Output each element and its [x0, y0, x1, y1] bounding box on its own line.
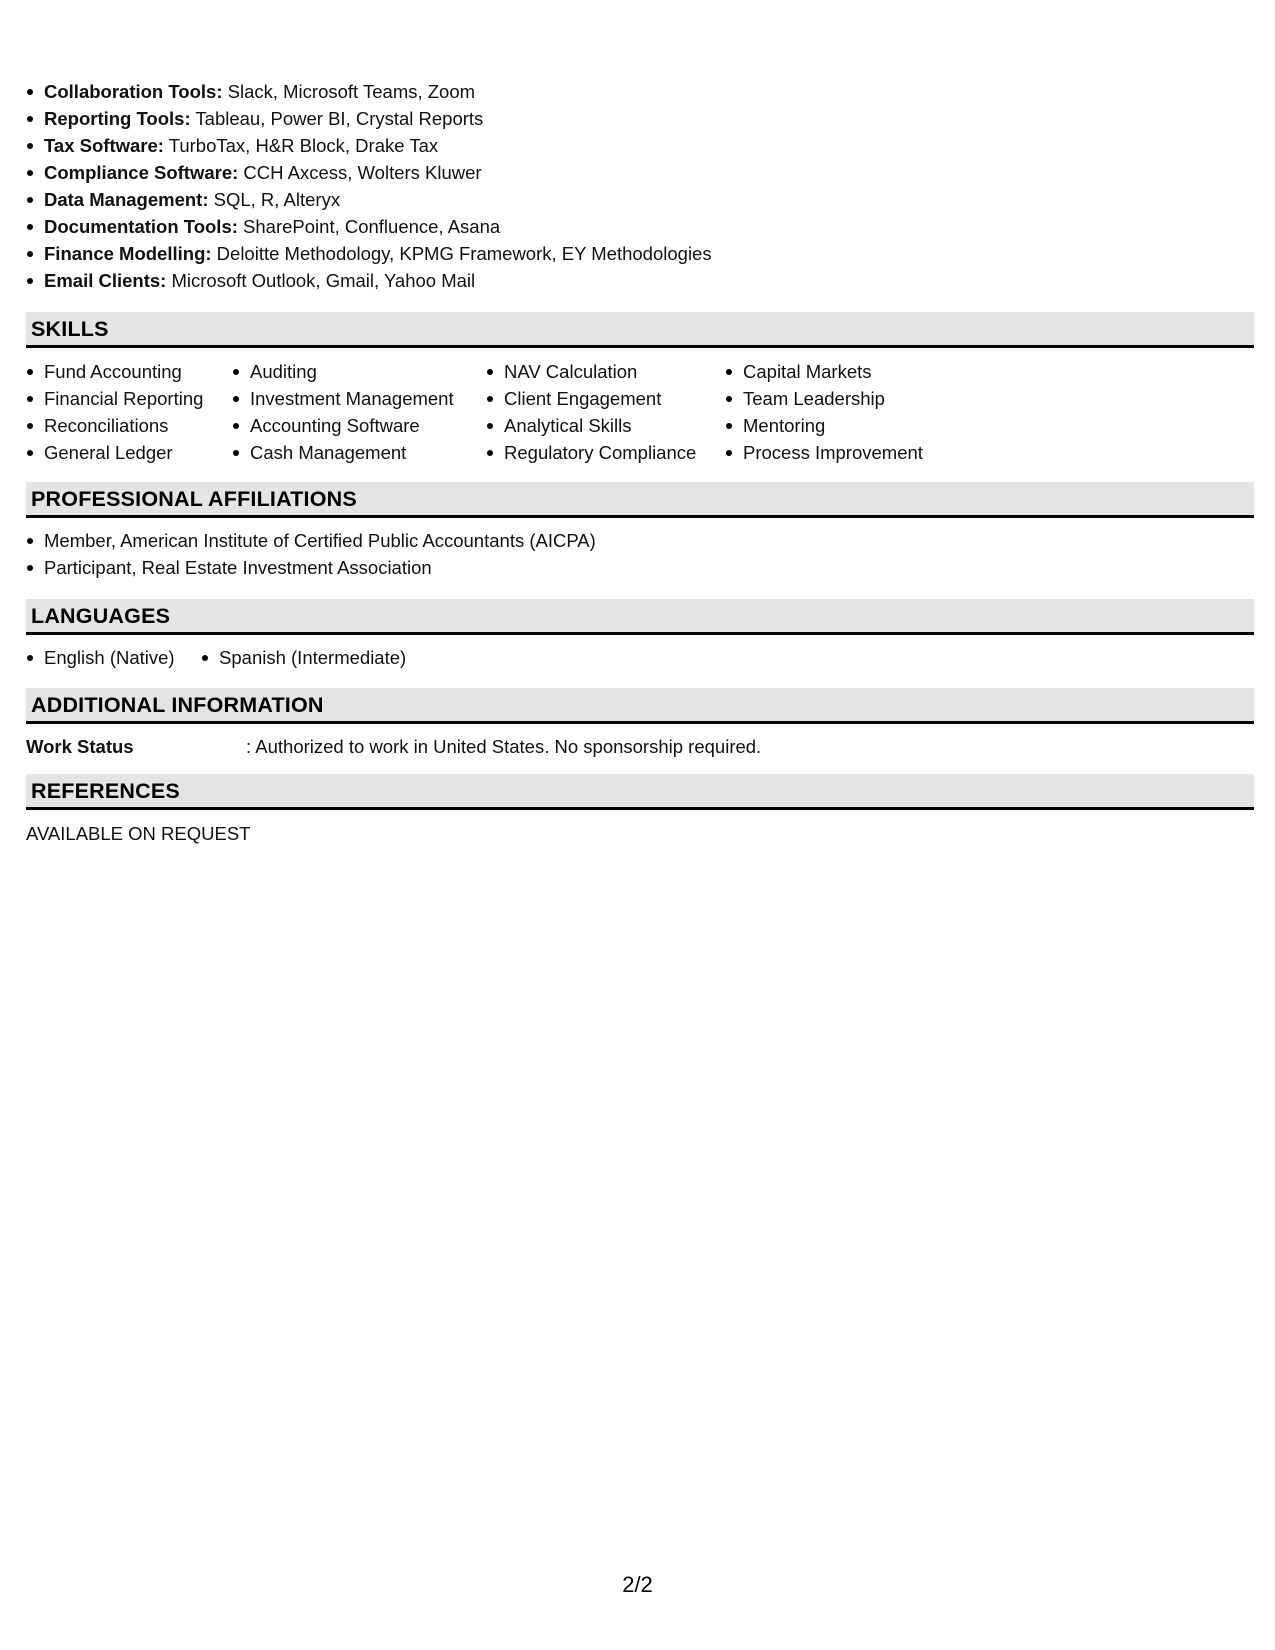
tools-item-label: Collaboration Tools: [44, 81, 223, 102]
skills-section-title: SKILLS [31, 317, 109, 341]
tools-item [26, 105, 712, 132]
tools-item-value: Microsoft Outlook, Gmail, Yahoo Mail [166, 270, 476, 291]
skill-item: Regulatory Compliance [486, 439, 696, 466]
skill-item: NAV Calculation [486, 358, 696, 385]
tools-item-label: Compliance Software: [44, 162, 239, 183]
references-section-header [26, 774, 1254, 810]
tools-list [26, 78, 712, 294]
skill-item: Team Leadership [725, 385, 923, 412]
affiliation-item: Participant, Real Estate Investment Association [26, 554, 596, 581]
tools-item-label: Data Management: [44, 189, 209, 210]
skills-column [486, 358, 696, 466]
tools-item-label: Finance Modelling: [44, 243, 212, 264]
tools-item [26, 240, 712, 267]
skill-item: Mentoring [725, 412, 923, 439]
tools-item-value: Deloitte Methodology, KPMG Framework, EY Methodologies [211, 243, 712, 264]
references-text: AVAILABLE ON REQUEST [26, 823, 251, 844]
tools-item-value: Tableau, Power BI, Crystal Reports [190, 108, 484, 129]
language-item: Spanish (Intermediate) [201, 644, 406, 671]
language-item: English (Native) [26, 644, 175, 671]
skills-column [725, 358, 923, 466]
tools-item-label: Documentation Tools: [44, 216, 238, 237]
tools-item [26, 213, 712, 240]
tools-item [26, 186, 712, 213]
skill-item: Financial Reporting [26, 385, 203, 412]
additional-section-title: ADDITIONAL INFORMATION [31, 693, 324, 717]
affiliation-item: Member, American Institute of Certified Public Accountants (AICPA) [26, 527, 596, 554]
skill-item: Cash Management [232, 439, 454, 466]
skill-item: Capital Markets [725, 358, 923, 385]
tools-item [26, 78, 712, 105]
tools-item [26, 132, 712, 159]
additional-section-header [26, 688, 1254, 724]
skill-item: Reconciliations [26, 412, 203, 439]
tools-item-label: Reporting Tools: [44, 108, 191, 129]
tools-item [26, 267, 712, 294]
skills-section-header [26, 312, 1254, 348]
work-status-row [26, 733, 761, 760]
languages-section-header [26, 599, 1254, 635]
work-status-value: : Authorized to work in United States. No sponsorship required. [246, 736, 762, 757]
tools-item-value: Slack, Microsoft Teams, Zoom [222, 81, 476, 102]
skill-item: Client Engagement [486, 385, 696, 412]
tools-item-label: Tax Software: [44, 135, 164, 156]
page-number: 2/2 [622, 1572, 653, 1597]
languages-list [26, 644, 428, 671]
affiliations-section-title: PROFESSIONAL AFFILIATIONS [31, 487, 357, 511]
skill-item: Accounting Software [232, 412, 454, 439]
tools-item-label: Email Clients: [44, 270, 167, 291]
tools-item-value: SQL, R, Alteryx [208, 189, 341, 210]
skill-item: Investment Management [232, 385, 454, 412]
tools-item [26, 159, 712, 186]
skill-item: General Ledger [26, 439, 203, 466]
tools-item-value: SharePoint, Confluence, Asana [237, 216, 501, 237]
tools-item-value: CCH Axcess, Wolters Kluwer [238, 162, 482, 183]
work-status-label: Work Status [26, 736, 134, 757]
skill-item: Analytical Skills [486, 412, 696, 439]
references-section-title: REFERENCES [31, 779, 180, 803]
tools-item-value: TurboTax, H&R Block, Drake Tax [163, 135, 439, 156]
languages-section-title: LANGUAGES [31, 604, 171, 628]
skill-item: Process Improvement [725, 439, 923, 466]
skill-item: Auditing [232, 358, 454, 385]
skills-column [26, 358, 203, 466]
affiliations-list [26, 527, 596, 581]
affiliations-section-header [26, 482, 1254, 518]
skill-item: Fund Accounting [26, 358, 203, 385]
skills-column [232, 358, 454, 466]
